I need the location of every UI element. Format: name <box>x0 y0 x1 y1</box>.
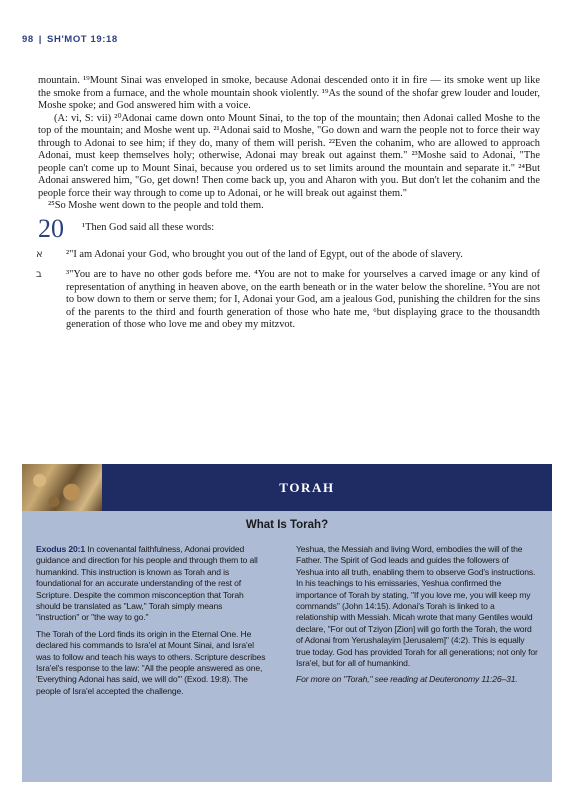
hebrew-letter-bet: ב <box>36 269 42 280</box>
info-right-paragraph-1: Yeshua, the Messiah and living Word, embodies the will of the Father. The Spirit of God leads and guides the followers of Yeshua into all truth, enabling them to observe God's instructions. In his teachings to his emissaries, Yeshua confirmed the importance of Torah by stating, "If you love me, you will keep my commands" (John 14:15). Adonai's Torah is linked to a relationship with Messiah. Micah wrote that many Gentiles would declare, "For out of Tziyon [Zion] will go forth the Torah, the word of Adonai from Yerushalayim [Jerusalem]" (4:2). This is equally true today. God has provided Torah for all generations; not only for Isra'el, but for all of humankind. <box>296 544 538 669</box>
info-right-column <box>296 544 538 691</box>
torah-info-box <box>22 511 552 782</box>
banner-title: TORAH <box>279 479 335 495</box>
info-reference: Exodus 20:1 <box>36 544 85 554</box>
page-number: 98 <box>22 34 34 45</box>
hebrew-letter-alef: א <box>36 248 43 260</box>
commandment-2 <box>38 269 540 332</box>
header-separator: | <box>38 34 43 45</box>
chapter-first-verse: ¹Then God said all these words: <box>82 221 215 233</box>
commandment-1 <box>38 249 540 262</box>
running-header <box>22 34 552 48</box>
info-box-title: What Is Torah? <box>245 519 329 531</box>
passage-paragraph-2: (A: vi, S: vii) ²⁰Adonai came down onto Mount Sinai, to the top of the mountain; then Adonai called Moshe to the top of the mountain; and Moshe went up. ²¹Adonai said to Moshe, "Go down and warn the people not to force their way through to Adonai to see him; if they do, many of them will perish. ²²Even the cohanim, who are allowed to approach Adonai, must keep themselves holy; otherwise, Adonai may break out against them." ²³Moshe said to Adonai, "The people can't come up to Mount Sinai, because you ordered us to set limits around the mountain and separate it." ²⁴But Adonai answered him, "Go, get down! Then come back up, you and Aharon with you. But don't let the cohanim and the people force their way through to come up to Adonai, or he will break out against them." <box>38 112 540 199</box>
info-left-paragraph-1 <box>36 544 266 624</box>
info-left-column <box>36 544 266 702</box>
info-left-text-1: In covenantal faithfulness, Adonai provided guidance and direction for his people and through them to all humankind. This instruction is known as Torah and is foundational for an accurate understanding of the rest of Scripture. Despite the common misconception that Torah should be translated as "Law," Torah simply means "instruction" or "the way to go." <box>36 544 258 623</box>
chapter-number: 20 <box>38 213 64 243</box>
running-title: SH'MOT 19:18 <box>47 34 118 45</box>
passage-paragraph-1: mountain. ¹⁹Mount Sinai was enveloped in smoke, because Adonai descended onto it in fire — its smoke went up like the smoke from a furnace, and the whole mountain shook violently. ¹⁹As the sound of the shofar grew louder and louder, Moshe spoke; and God answered him with a voice. <box>38 75 540 111</box>
passage-paragraph-3: ²⁵So Moshe went down to the people and told them. <box>48 200 264 211</box>
chapter-start <box>38 213 540 245</box>
commandment-2-text: ³"You are to have no other gods before me. ⁴You are not to make for yourselves a carved image or any kind of representation of anything in heaven above, on the earth beneath or in the water below the shoreline. ⁵You are not to bow down to them or serve them; for I, Adonai your God, am a jealous God, punishing the children for the sins of the parents to the third and fourth generation of those who hate me, ⁶but displaying grace to the thousandth generation of those who love me and obey my mitzvot. <box>66 269 540 330</box>
section-banner <box>22 464 552 511</box>
info-left-paragraph-2: The Torah of the Lord finds its origin in the Eternal One. He declared his commands to Isra'el at Mount Sinai, and Isra'el was to follow and teach his ways to others. Scripture describes Isra'el's response to the law: "All the people answered as one, 'Everything Adonai has said, we will do'" (Exod. 19:8). The people of Isra'el accepted the challenge. <box>36 628 266 696</box>
scripture-passage <box>38 75 540 332</box>
commandment-1-text: ²"I am Adonai your God, who brought you out of the land of Egypt, out of the abode of slavery. <box>66 248 463 260</box>
banner-ornament-image <box>22 464 102 511</box>
info-see-more: For more on "Torah," see reading at Deuteronomy 11:26–31. <box>296 674 518 685</box>
